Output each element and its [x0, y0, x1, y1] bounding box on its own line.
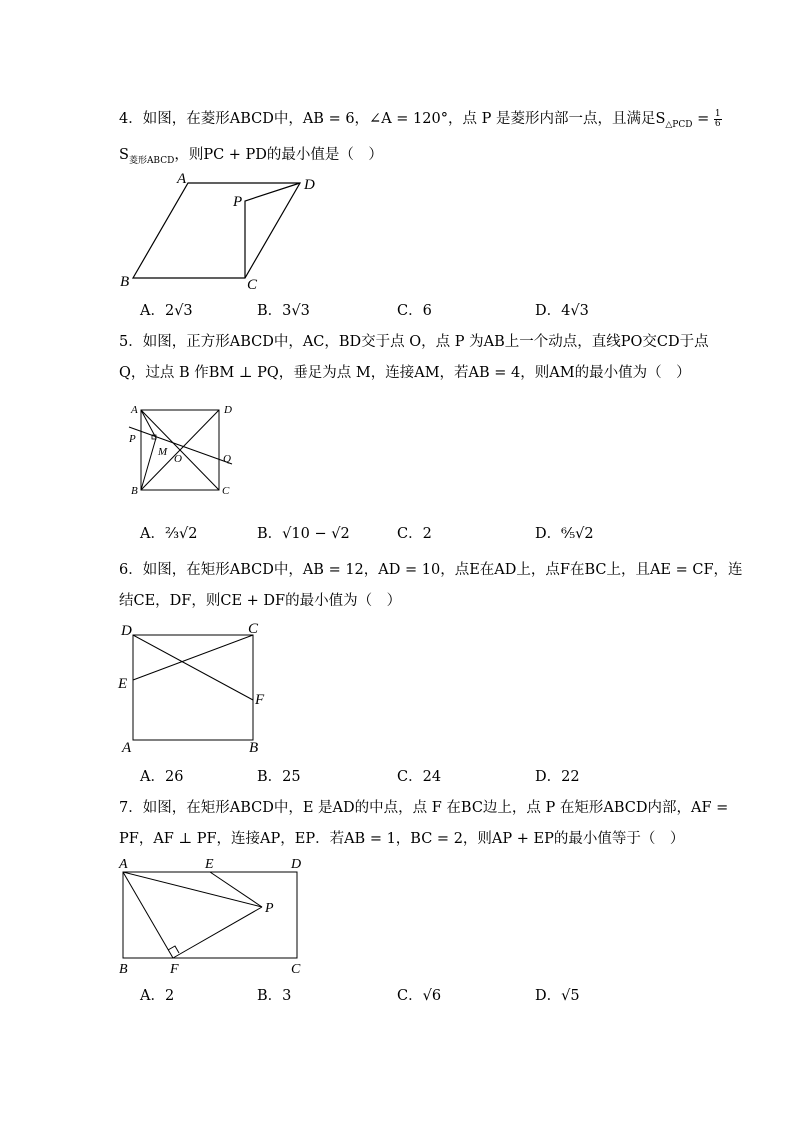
q6-label-d: D — [121, 623, 132, 639]
q4-label-d: D — [304, 177, 315, 193]
q7-stem-line1: 7．如图，在矩形ABCD中，E 是AD的中点，点 F 在BC边上，点 P 在矩形ABCD内部，AF = — [119, 800, 729, 816]
q7-option-b[interactable]: B．3 — [257, 988, 292, 1004]
q4-figure — [110, 165, 330, 295]
q4-stem-rest: ，则PC + PD的最小值是（ ） — [174, 147, 383, 163]
q6-figure — [112, 618, 272, 758]
q5-stem-line1: 5．如图，正方形ABCD中，AC，BD交于点 O，点 P 为AB上一个动点，直线PO交CD于点 — [119, 334, 709, 350]
q4-frac-den: 6 — [714, 118, 721, 129]
q4-option-b[interactable]: B．3√3 — [257, 303, 310, 319]
q5-label-q: Q — [223, 453, 231, 465]
q7-option-a[interactable]: A．2 — [140, 988, 175, 1004]
q7-label-p: P — [265, 901, 274, 916]
q6-label-f: F — [255, 692, 265, 708]
q6-label-c: C — [248, 621, 259, 637]
q4-frac-num: 1 — [714, 108, 721, 119]
q6-option-c[interactable]: C．24 — [397, 769, 442, 785]
q4-option-a[interactable]: A．2√3 — [140, 303, 193, 319]
q4-label-c: C — [247, 277, 258, 293]
q4-s: S — [119, 147, 129, 163]
q6-label-b: B — [249, 740, 259, 756]
q6-label-a: A — [122, 740, 132, 756]
q4-option-c[interactable]: C．6 — [397, 303, 432, 319]
q7-figure — [112, 852, 312, 982]
q7-label-f: F — [170, 962, 179, 977]
q7-option-d[interactable]: D．√5 — [535, 988, 580, 1004]
q6-label-e: E — [118, 676, 128, 692]
q5-label-o: O — [174, 453, 182, 465]
q7-label-b: B — [119, 962, 128, 977]
q6-option-d[interactable]: D．22 — [535, 769, 580, 785]
q7-option-c[interactable]: C．√6 — [397, 988, 442, 1004]
q4-label-a: A — [177, 171, 187, 187]
q4-option-d[interactable]: D．4√3 — [535, 303, 589, 319]
q4-stem-line1 — [119, 109, 722, 135]
q7-label-e: E — [205, 857, 214, 872]
q4-subscript-pcd: △PCD — [665, 119, 693, 130]
q5-label-p: P — [129, 433, 136, 445]
q7-label-d: D — [291, 857, 302, 872]
q6-option-b[interactable]: B．25 — [257, 769, 301, 785]
q4-equals: = — [692, 111, 714, 127]
q4-label-p: P — [233, 194, 243, 210]
q5-option-a[interactable]: A．⅔√2 — [140, 526, 198, 542]
q4-stem-text: 4．如图，在菱形ABCD中，AB = 6，∠A = 120°，点 P 是菱形内部一点，且满足S — [119, 111, 666, 127]
q5-label-d: D — [224, 404, 232, 416]
q4-label-b: B — [120, 274, 130, 290]
q5-label-m: M — [158, 446, 168, 458]
q5-option-b[interactable]: B．√10 − √2 — [257, 526, 350, 542]
q5-option-c[interactable]: C．2 — [397, 526, 432, 542]
q5-label-b: B — [131, 485, 138, 497]
q6-stem-line1: 6．如图，在矩形ABCD中，AB = 12，AD = 10，点E在AD上，点F在BC上，且AE = CF，连 — [119, 562, 743, 578]
q5-option-d[interactable]: D．⁶⁄₅√2 — [535, 526, 594, 542]
q5-figure — [120, 398, 250, 503]
q7-label-c: C — [291, 962, 301, 977]
q6-stem-line2: 结CE，DF，则CE + DF的最小值为（ ） — [119, 593, 402, 609]
q7-stem-line2: PF，AF ⊥ PF，连接AP，EP．若AB = 1，BC = 2，则AP + EP的最小值等于（ ） — [119, 831, 685, 847]
q7-label-a: A — [119, 857, 128, 872]
q5-label-c: C — [222, 485, 230, 497]
q4-subscript-rhombus: 菱形ABCD — [128, 155, 175, 166]
q6-option-a[interactable]: A．26 — [140, 769, 184, 785]
q4-fraction — [714, 110, 722, 129]
q5-label-a: A — [131, 404, 138, 416]
q5-stem-line2: Q，过点 B 作BM ⊥ PQ，垂足为点 M，连接AM，若AB = 4，则AM的最小值为（ ） — [119, 365, 691, 381]
